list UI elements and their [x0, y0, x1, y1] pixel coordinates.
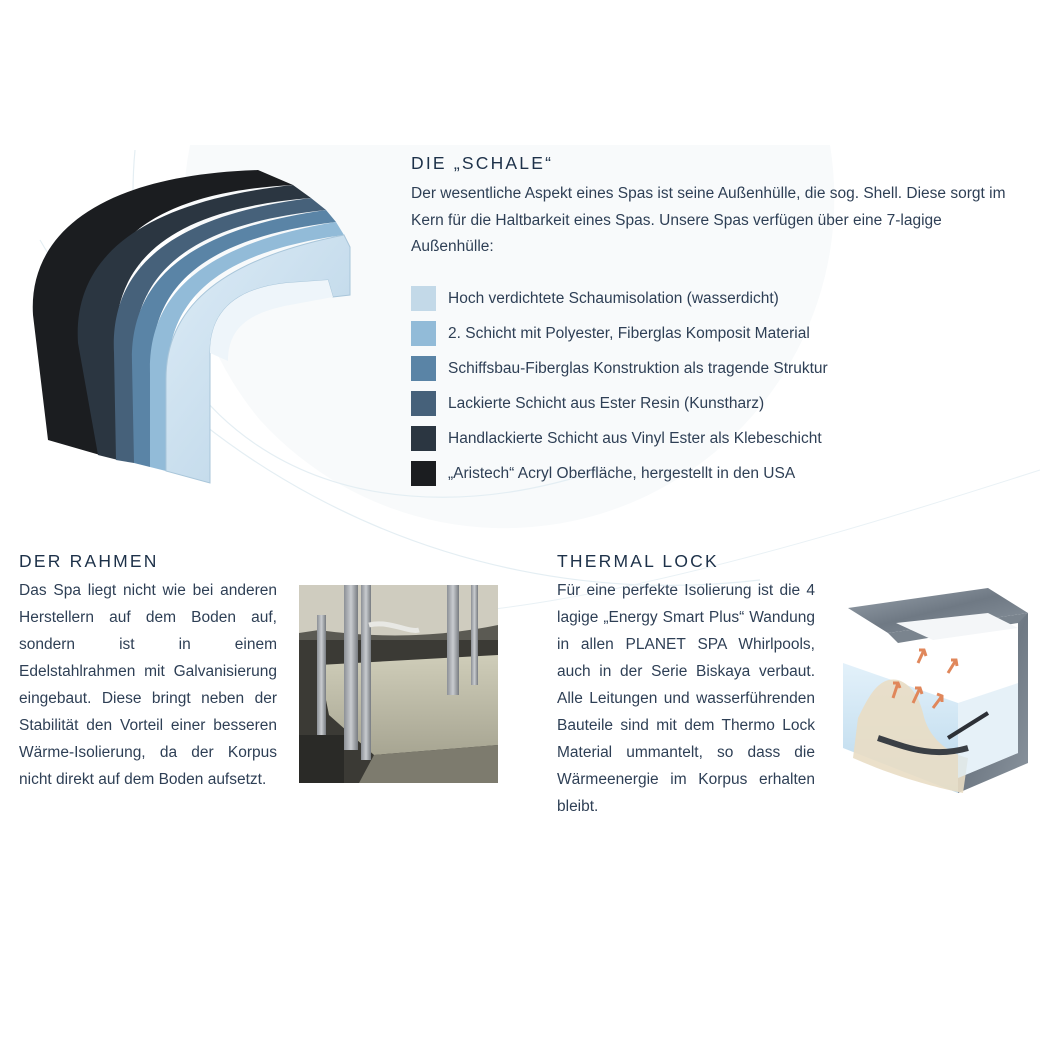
thermal-lock-heading: THERMAL LOCK — [557, 551, 719, 571]
legend-label: Schiffsbau-Fiberglas Konstruktion als tragende Struktur — [448, 359, 828, 377]
shell-layers-illustration — [28, 165, 363, 490]
legend-item — [411, 281, 828, 316]
legend-swatch — [411, 286, 436, 311]
legend-item — [411, 421, 828, 456]
legend-swatch — [411, 426, 436, 451]
legend-label: 2. Schicht mit Polyester, Fiberglas Komposit Material — [448, 324, 810, 342]
rahmen-heading: DER RAHMEN — [19, 551, 159, 571]
legend-swatch — [411, 356, 436, 381]
rahmen-description: Das Spa liegt nicht wie bei anderen Herstellern auf dem Boden auf, sondern ist in einem Edelstahlrahmen mit Galvanisierung eingebaut. Diese bringt neben der Stabilität den Vorteil einer besseren Wärme-Isolierung, da der Korpus nicht direkt auf dem Boden aufsetzt. — [19, 582, 277, 788]
legend-item — [411, 316, 828, 351]
legend-item — [411, 351, 828, 386]
schale-description: Der wesentliche Aspekt eines Spas ist seine Außenhülle, die sog. Shell. Diese sorgt im Kern für die Haltbarkeit eines Spas. Unsere Spas verfügen über eine 7-lagige Außenhülle: — [411, 185, 1006, 255]
legend-item — [411, 456, 828, 491]
legend-swatch — [411, 321, 436, 346]
legend-swatch — [411, 461, 436, 486]
legend-label: Handlackierte Schicht aus Vinyl Ester als Klebeschicht — [448, 429, 822, 447]
legend-item — [411, 386, 828, 421]
shell-layer-legend — [411, 281, 828, 491]
legend-label: „Aristech“ Acryl Oberfläche, hergestellt in den USA — [448, 464, 796, 482]
legend-swatch — [411, 391, 436, 416]
legend-label: Lackierte Schicht aus Ester Resin (Kunstharz) — [448, 394, 765, 412]
schale-heading: DIE „SCHALE“ — [411, 153, 554, 173]
thermal-lock-illustration — [838, 588, 1034, 803]
legend-label: Hoch verdichtete Schaumisolation (wasserdicht) — [448, 289, 779, 307]
steel-frame-photo — [299, 585, 498, 783]
thermal-lock-description: Für eine perfekte Isolierung ist die 4 lagige „Energy Smart Plus“ Wandung in allen PLANET SPA Whirlpools, auch in der Serie Biskaya verbaut. Alle Leitungen und wasserführenden Bauteile sind mit dem Thermo Lock Material ummantelt, so dass die Wärmeenergie im Korpus erhalten bleibt. — [557, 582, 815, 815]
